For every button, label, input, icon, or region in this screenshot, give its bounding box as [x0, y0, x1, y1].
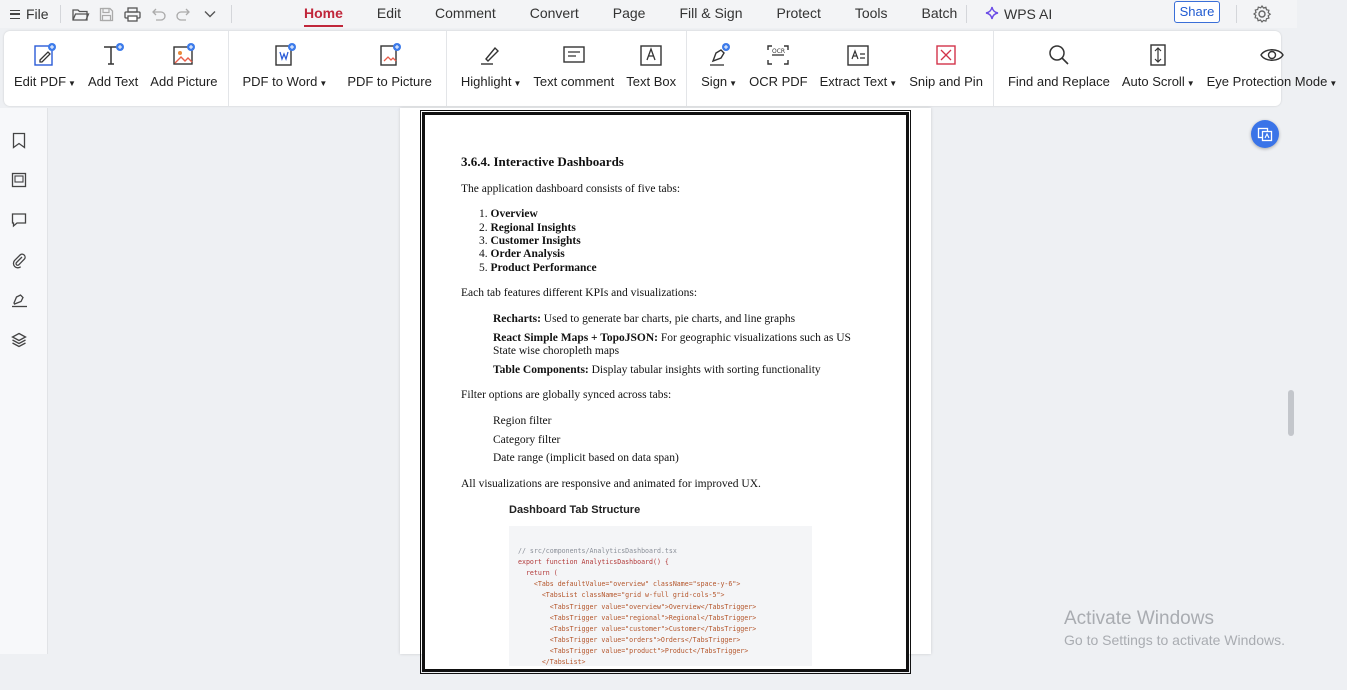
add-picture-button[interactable]: [144, 31, 223, 106]
pdf-to-word-label: PDF to Word: [242, 74, 318, 89]
translate-icon: [1257, 126, 1273, 142]
auto-scroll-icon: [1145, 42, 1171, 68]
paragraph: The application dashboard consists of five tabs:: [461, 183, 681, 195]
sparkle-icon: [984, 6, 1000, 22]
code-line: </TabsList>: [518, 658, 586, 667]
pdf-to-word-button[interactable]: [233, 31, 338, 106]
code-line: <TabsTrigger value="customer">Customer</TabsTrigger>: [518, 624, 757, 633]
eye-icon: [1259, 42, 1285, 68]
tab-batch[interactable]: Batch: [921, 5, 958, 21]
tech-desc: Display tabular insights with sorting functionality: [588, 364, 821, 376]
filter-item: Date range (implicit based on data span): [493, 452, 679, 464]
tab-page[interactable]: Page: [612, 5, 646, 21]
code-line: <Tabs defaultValue="overview" className="space-y-6">: [518, 580, 741, 589]
tech-name: Table Components:: [493, 364, 589, 376]
sign-label: Sign: [701, 74, 728, 89]
svg-text:OCR: OCR: [772, 48, 786, 55]
redo-icon[interactable]: [175, 5, 193, 23]
chevron-down-icon: ▼: [1186, 79, 1195, 88]
sign-button[interactable]: [691, 31, 743, 106]
divider: [1236, 5, 1237, 23]
snip-icon: [933, 42, 959, 68]
list-number: 1.: [479, 208, 488, 220]
paragraph: Filter options are globally synced across tabs:: [461, 389, 672, 401]
pdf-to-word-icon: [272, 42, 298, 68]
snip-and-pin-label: Snip and Pin: [909, 74, 983, 89]
pdf-to-picture-button[interactable]: [337, 31, 442, 106]
edit-pdf-icon: [32, 42, 58, 68]
file-menu-button[interactable]: [0, 0, 56, 28]
code-line: <TabsTrigger value="regional">Regional</TabsTrigger>: [518, 613, 757, 622]
tab-fill-sign[interactable]: Fill & Sign: [679, 5, 743, 21]
ribbon-group-view: [994, 31, 1347, 106]
ocr-pdf-button[interactable]: [743, 31, 814, 106]
ribbon-group-tools: [687, 31, 994, 106]
chevron-down-icon: ▼: [729, 79, 738, 88]
chevron-down-icon[interactable]: [201, 5, 219, 23]
quick-access-toolbar: [65, 5, 219, 23]
activation-watermark: [1064, 608, 1285, 650]
chevron-down-icon: ▼: [68, 79, 76, 88]
tab-protect[interactable]: Protect: [776, 5, 821, 21]
signature-icon[interactable]: [9, 290, 29, 310]
ribbon-group-edit: [4, 31, 229, 106]
auto-scroll-button[interactable]: [1116, 31, 1201, 106]
menu-bar: [0, 0, 1297, 28]
ocr-icon: [765, 42, 791, 68]
list-number: 3.: [479, 235, 488, 247]
tab-tools[interactable]: Tools: [854, 5, 888, 21]
main-menu-tabs: [287, 0, 974, 28]
highlighter-icon: [478, 42, 504, 68]
code-line: <TabsTrigger value="product">Product</TabsTrigger>: [518, 646, 749, 655]
tech-item: [493, 313, 795, 325]
code-block-title: Dashboard Tab Structure: [509, 504, 641, 516]
edit-pdf-button[interactable]: [8, 31, 82, 106]
filter-item: Region filter: [493, 415, 552, 427]
search-icon: [1046, 42, 1072, 68]
tab-comment[interactable]: Comment: [435, 5, 496, 21]
list-label: Customer Insights: [490, 235, 581, 247]
extract-text-button[interactable]: [814, 31, 904, 106]
tab-home[interactable]: Home: [287, 0, 360, 28]
tab-convert[interactable]: Convert: [529, 5, 579, 21]
list-item: [479, 222, 576, 234]
auto-scroll-label: Auto Scroll: [1121, 74, 1185, 89]
tech-desc: Used to generate bar charts, pie charts, and line graphs: [540, 313, 796, 325]
tech-item: [493, 332, 853, 358]
add-picture-label: Add Picture: [150, 74, 218, 89]
add-text-label: Add Text: [87, 74, 139, 89]
snip-and-pin-button[interactable]: [903, 31, 989, 106]
list-item: [479, 262, 597, 274]
code-block: [509, 526, 812, 666]
code-line: <TabsTrigger value="orders">Orders</TabsTrigger>: [518, 635, 741, 644]
left-sidebar: [0, 108, 48, 654]
eye-protection-button[interactable]: [1201, 31, 1344, 106]
tech-desc: For geographic visualizations such as US State wise choropleth maps: [493, 332, 851, 357]
extract-text-label: Extract Text: [819, 74, 888, 89]
list-number: 2.: [479, 222, 488, 234]
chevron-down-icon: ▼: [1329, 79, 1338, 88]
thumbnail-icon[interactable]: [9, 170, 29, 190]
text-box-label: Text Box: [626, 74, 677, 89]
add-picture-icon: [171, 42, 197, 68]
print-icon[interactable]: [123, 5, 141, 23]
attachment-icon[interactable]: [9, 250, 29, 270]
text-comment-button[interactable]: [527, 31, 620, 106]
list-item: [479, 208, 538, 220]
list-item: [479, 235, 581, 247]
watermark-title: Activate Windows: [1064, 608, 1214, 629]
divider: [60, 5, 61, 23]
layers-icon[interactable]: [9, 330, 29, 350]
paragraph: All visualizations are responsive and animated for improved UX.: [461, 478, 761, 490]
vertical-scrollbar[interactable]: [1288, 390, 1294, 436]
list-label: Overview: [490, 208, 538, 220]
paragraph: Each tab features different KPIs and visualizations:: [461, 287, 698, 299]
open-folder-icon[interactable]: [71, 5, 89, 23]
bookmark-icon[interactable]: [9, 130, 29, 150]
file-menu-label: File: [26, 6, 49, 22]
list-item: [479, 248, 565, 260]
tech-name: Recharts:: [493, 313, 541, 325]
code-line: export function AnalyticsDashboard() {: [518, 558, 669, 567]
find-replace-label: Find and Replace: [1007, 74, 1110, 89]
text-box-icon: [638, 42, 664, 68]
undo-icon[interactable]: [149, 5, 167, 23]
tech-name: React Simple Maps + TopoJSON:: [493, 332, 659, 344]
find-replace-button[interactable]: [998, 31, 1116, 106]
wps-ai-button[interactable]: [984, 0, 1052, 28]
chevron-down-icon: ▼: [513, 79, 522, 88]
divider: [966, 5, 967, 23]
ribbon-group-annotate: [447, 31, 687, 106]
tab-edit[interactable]: Edit: [376, 5, 402, 21]
text-box-button[interactable]: [620, 31, 682, 106]
eye-protection-label: Eye Protection Mode: [1206, 74, 1328, 89]
save-icon[interactable]: [97, 5, 115, 23]
section-heading: 3.6.4. Interactive Dashboards: [461, 154, 624, 169]
add-text-button[interactable]: [82, 31, 144, 106]
pdf-to-picture-icon: [377, 42, 403, 68]
text-comment-icon: [561, 42, 587, 68]
list-label: Order Analysis: [490, 248, 565, 260]
wps-ai-label: WPS AI: [1004, 6, 1053, 22]
settings-gear-icon[interactable]: [1252, 4, 1272, 24]
chevron-down-icon: ▼: [319, 79, 328, 88]
ribbon-toolbar: [4, 31, 1338, 106]
floating-translate-button[interactable]: [1251, 120, 1279, 148]
share-button[interactable]: Share: [1174, 1, 1220, 23]
highlight-label: Highlight: [460, 74, 512, 89]
hamburger-icon: [10, 10, 20, 19]
highlight-button[interactable]: [451, 31, 528, 106]
comment-icon[interactable]: [9, 210, 29, 230]
ribbon-group-convert: [229, 31, 447, 106]
document-viewer[interactable]: [48, 108, 1297, 667]
pen-sign-icon: [706, 42, 732, 68]
list-label: Regional Insights: [490, 222, 576, 234]
edit-pdf-label: Edit PDF: [14, 74, 67, 89]
code-line: // src/components/AnalyticsDashboard.tsx: [518, 547, 677, 556]
chevron-down-icon: ▼: [889, 79, 898, 88]
filter-item: Category filter: [493, 434, 561, 446]
ocr-pdf-label: OCR PDF: [749, 74, 808, 89]
pdf-to-picture-label: PDF to Picture: [347, 74, 432, 89]
extract-text-icon: [845, 42, 871, 68]
divider: [231, 5, 232, 23]
add-text-icon: [100, 42, 126, 68]
text-comment-label: Text comment: [533, 74, 615, 89]
code-line: return (: [518, 569, 558, 578]
code-line: <TabsList className="grid w-full grid-cols-5">: [518, 591, 725, 600]
list-number: 4.: [479, 248, 488, 260]
code-line: <TabsTrigger value="overview">Overview</TabsTrigger>: [518, 602, 757, 611]
list-label: Product Performance: [490, 262, 597, 274]
watermark-subtitle: Go to Settings to activate Windows.: [1064, 632, 1285, 648]
list-number: 5.: [479, 262, 488, 274]
tech-item: [493, 364, 821, 376]
